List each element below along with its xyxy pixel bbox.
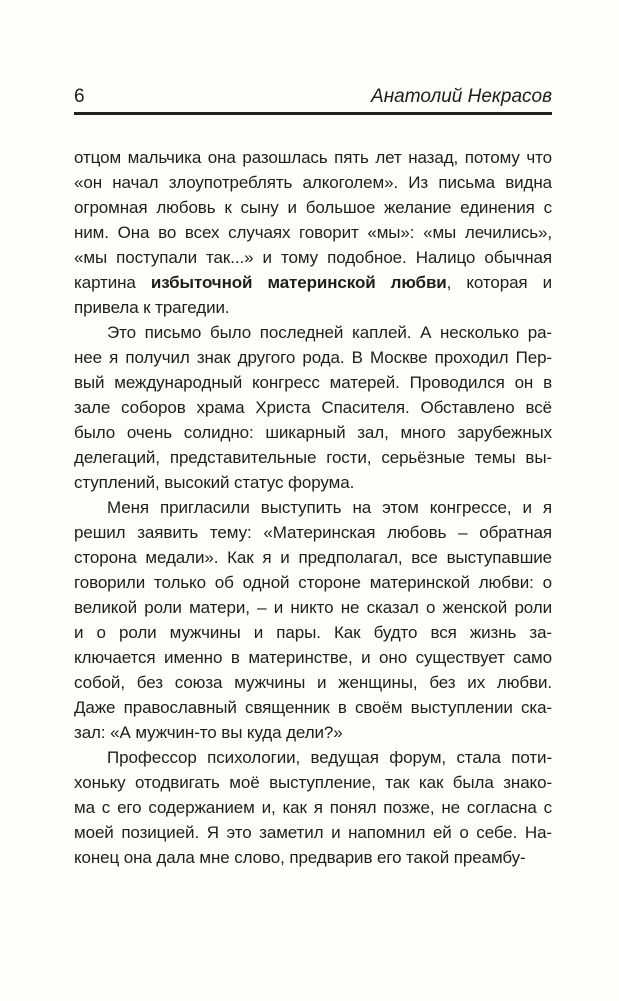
text-line [74,595,552,620]
body-text: ним. Она во всех случаях говорит «мы»: «мы лечились», [74,223,552,242]
paragraph [74,320,552,495]
body-text: конец она дала мне слово, предварив его такой преамбу- [74,848,526,867]
text-line [74,420,552,445]
text-line [74,470,552,495]
text-line [74,220,552,245]
body-text: Это письмо было последней каплей. А несколько ра- [107,323,552,342]
text-line [74,820,552,845]
body-text: ключается именно в материнстве, и оно существует само [74,648,552,667]
text-line [74,570,552,595]
text-line [74,620,552,645]
text-line [74,645,552,670]
page-header [74,86,552,108]
body-text: отцом мальчика она разошлась пять лет назад, потому что [74,148,552,167]
body-text: было очень солидно: шикарный зал, много зарубежных [74,423,552,442]
body-text: говорили только об одной стороне материнской любви: о [74,573,552,592]
body-text: Профессор психологии, ведущая форум, стала поти- [107,748,552,767]
text-line [74,720,552,745]
text-line [74,320,552,345]
text-line [74,195,552,220]
body-text: сторона медали». Как я и предполагал, все выступавшие [74,548,552,567]
text-line [74,770,552,795]
paragraph [74,145,552,320]
body-text: нее я получил знак другого рода. В Москве проходил Пер- [74,348,552,367]
bold-text: избыточной материнской любви [150,273,447,292]
body-text: ма с его содержанием и, как я понял позже, не согласна с [74,798,552,817]
text-line [74,670,552,695]
text-line [74,520,552,545]
body-text: зале соборов храма Христа Спасителя. Обставлено всё [74,398,552,417]
body-text: , которая и [446,273,552,292]
body-text: хоньку отодвигать моё выступление, так как была знако- [74,773,552,792]
text-line [74,545,552,570]
body-text: ступлений, высокий статус форума. [74,473,355,492]
page-number: 6 [74,86,85,107]
text-line [74,345,552,370]
body-text: привела к трагедии. [74,298,230,317]
body-text: «он начал злоупотреблять алкоголем». Из письма видна [74,173,552,192]
text-line [74,845,552,870]
body-text: моей позицией. Я это заметил и напомнил ей о себе. На- [74,823,552,842]
text-line [74,495,552,520]
page-body [74,145,552,870]
body-text: собой, без союза мужчины и женщины, без их любви. [74,673,552,692]
body-text: зал: «А мужчин-то вы куда дели?» [74,723,343,742]
text-line [74,695,552,720]
text-line [74,145,552,170]
body-text: вый международный конгресс матерей. Проводился он в [74,373,552,392]
body-text: и о роли мужчины и пары. Как будто вся жизнь за- [74,623,552,642]
text-line [74,295,552,320]
body-text: «мы поступали так...» и тому подобное. Налицо обычная [74,248,552,267]
text-line [74,745,552,770]
body-text: решил заявить тему: «Материнская любовь – обратная [74,523,552,542]
body-text: делегаций, представительные гости, серьёзные темы вы- [74,448,552,467]
body-text: огромная любовь к сыну и большое желание единения с [74,198,552,217]
text-line [74,445,552,470]
body-text: Меня пригласили выступить на этом конгрессе, и я [107,498,552,517]
header-rule [74,112,552,115]
running-head-author: Анатолий Некрасов [371,86,552,107]
text-line [74,370,552,395]
text-line [74,170,552,195]
text-line [74,270,552,295]
paragraph [74,495,552,745]
paragraph [74,745,552,870]
body-text: картина [74,273,151,292]
text-line [74,795,552,820]
body-text: Даже православный священник в своём выступлении ска- [74,698,552,717]
body-text: великой роли матери, – и никто не сказал о женской роли [74,598,552,617]
text-line [74,245,552,270]
text-line [74,395,552,420]
